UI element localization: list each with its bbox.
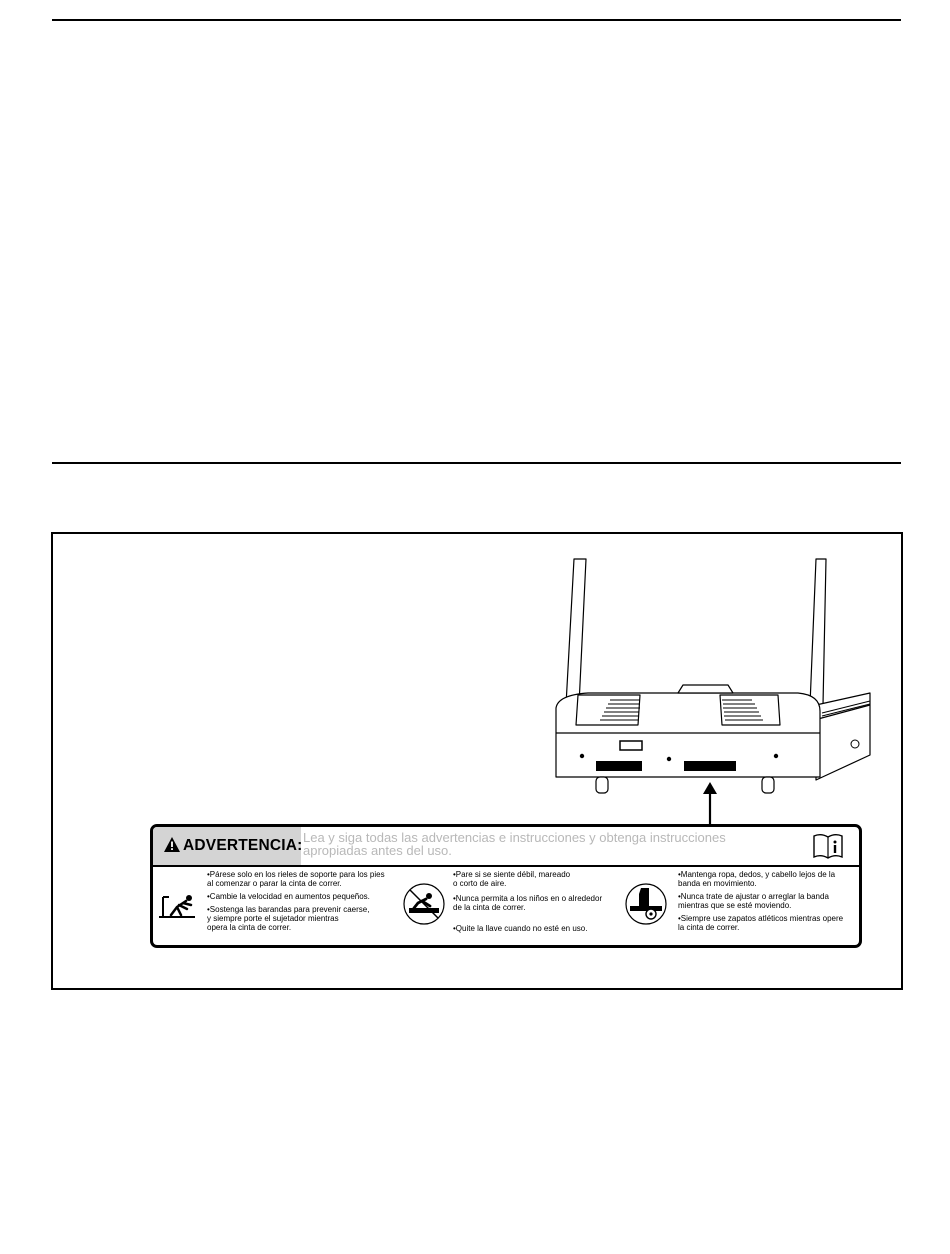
warning-item: •Cambie la velocidad en aumentos pequeños.: [207, 892, 370, 901]
pointer-arrow: [700, 782, 720, 826]
warning-item: •Nunca permita a los niños en o alrededor de la cinta de correr.: [453, 894, 603, 912]
warning-divider: [153, 865, 859, 867]
warning-item: •Párese solo en los rieles de soporte para los pies al comenzar o parar la cinta de correr.: [207, 870, 385, 888]
warning-header-text: Lea y siga todas las advertencias e instrucciones y obtenga instrucciones apropiadas antes del uso.: [303, 830, 726, 858]
warning-header: [153, 827, 859, 865]
warning-item: •Quite la llave cuando no esté en uso.: [453, 924, 588, 933]
warning-item: •Mantenga ropa, dedos, y cabello lejos de la banda en movimiento.: [678, 870, 836, 888]
warning-label: [150, 824, 862, 948]
warning-item: •Pare si se siente débil, mareado o corto de aire.: [453, 870, 571, 888]
warning-column-3: [678, 870, 843, 936]
top-rule: [52, 19, 901, 21]
warning-item: •Siempre use zapatos atléticos mientras opere la cinta de correr.: [678, 914, 844, 932]
warning-item: •Nunca trate de ajustar o arreglar la banda mientras que se esté moviendo.: [678, 892, 829, 910]
falling-person-icon: [157, 891, 197, 921]
warning-column-2: [453, 870, 602, 937]
warning-title-box: [153, 827, 301, 865]
warning-triangle-icon: [164, 837, 180, 852]
moving-belt-hazard-icon: [624, 882, 668, 926]
warning-item: •Sostenga las barandas para prevenir caerse, y siempre porte el sujetador mientras opera la cinta de correr.: [207, 905, 370, 932]
book-info-icon: [812, 833, 844, 859]
warning-column-1: [207, 870, 385, 936]
warning-title: ADVERTENCIA:: [183, 837, 303, 854]
treadmill-illustration: [548, 555, 873, 800]
middle-rule: [52, 462, 901, 464]
no-children-icon: [402, 882, 446, 926]
